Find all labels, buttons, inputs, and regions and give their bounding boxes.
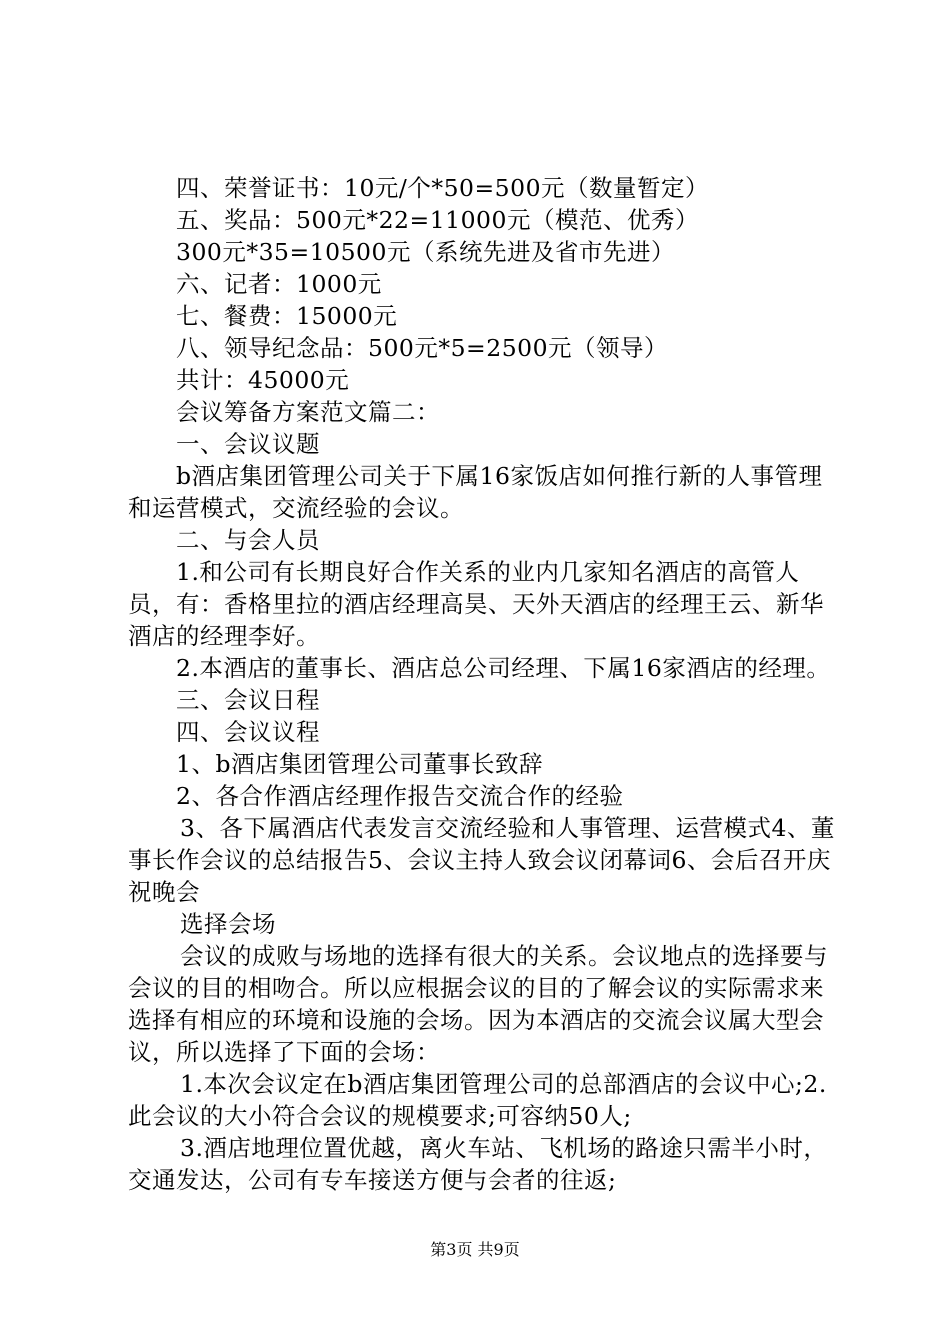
paragraph-honor-certificates: 四、荣誉证书：10元/个*50=500元（数量暂定） — [176, 174, 710, 202]
heading-agenda: 四、会议议程 — [176, 718, 320, 746]
paragraph-prizes-system: 300元*35=10500元（系统先进及省市先进） — [176, 238, 675, 266]
paragraph-venue-3: 3.酒店地理位置优越，离火车站、飞机场的路途只需半小时，交通发达，公司有专车接送方便与会者的往返; — [128, 1134, 828, 1194]
document-body — [128, 172, 838, 1196]
page-footer — [0, 1240, 950, 1260]
paragraph-meeting-topic: b酒店集团管理公司关于下属16家饭店如何推行新的人事管理和运营模式，交流经验的会议。 — [128, 462, 823, 522]
paragraph-venue-intro: 会议的成败与场地的选择有很大的关系。会议地点的选择要与会议的目的相吻合。所以应根据会议的目的了解会议的实际需求来选择有相应的环境和设施的会场。因为本酒店的交流会议属大型会议，所以选择了下面的会场： — [128, 942, 828, 1066]
paragraph-reporters: 六、记者：1000元 — [176, 270, 382, 298]
paragraph-prizes: 五、奖品：500元*22=11000元（模范、优秀） — [176, 206, 699, 234]
paragraph-attendees-1: 1.和公司有长期良好合作关系的业内几家知名酒店的高管人员，有：香格里拉的酒店经理高昊、天外天酒店的经理王云、新华酒店的经理李好。 — [128, 558, 824, 650]
agenda-item-2: 2、各合作酒店经理作报告交流合作的经验 — [176, 782, 624, 810]
paragraph-meals: 七、餐费：15000元 — [176, 302, 398, 330]
paragraph-souvenirs: 八、领导纪念品：500元*5=2500元（领导） — [176, 334, 669, 362]
heading-attendees: 二、与会人员 — [176, 526, 320, 554]
heading-schedule: 三、会议日程 — [176, 686, 320, 714]
paragraph-total: 共计：45000元 — [176, 366, 350, 394]
page-number-label: 第3页 共9页 — [430, 1240, 520, 1259]
heading-venue: 选择会场 — [180, 910, 276, 938]
paragraph-venue-1-2: 1.本次会议定在b酒店集团管理公司的总部酒店的会议中心;2.此会议的大小符合会议的规模要求;可容纳50人; — [128, 1070, 827, 1130]
section-heading-plan-two: 会议筹备方案范文篇二： — [176, 398, 440, 426]
agenda-item-3-6: 3、各下属酒店代表发言交流经验和人事管理、运营模式4、董事长作会议的总结报告5、会议主持人致会议闭幕词6、会后召开庆祝晚会 — [128, 814, 835, 906]
heading-meeting-topic: 一、会议议题 — [176, 430, 320, 458]
agenda-item-1: 1、b酒店集团管理公司董事长致辞 — [176, 750, 543, 778]
paragraph-attendees-2: 2.本酒店的董事长、酒店总公司经理、下属16家酒店的经理。 — [176, 654, 831, 682]
